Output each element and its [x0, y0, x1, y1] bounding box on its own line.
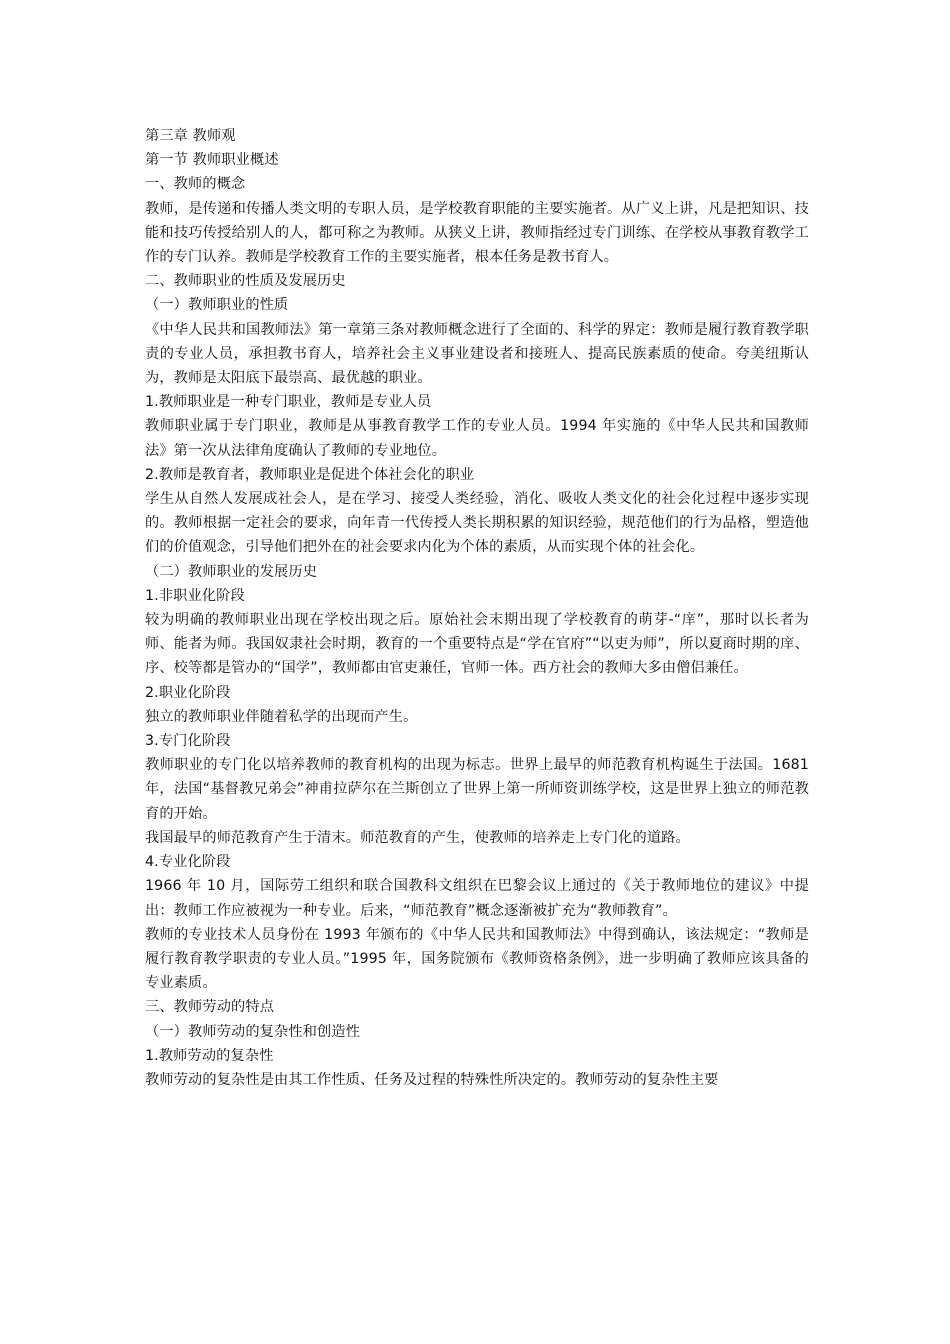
paragraph-1966-recommendation: 1966 年 10 月，国际劳工组织和联合国教科文组织在巴黎会议上通过的《关于教师地位的建议》中提出：教师工作应被视为一种专业。后来，“师范教育”概念逐渐被扩充为“教师教育”。 [145, 878, 809, 919]
item-specialization-stage: 3.专门化阶段 [145, 733, 231, 750]
paragraph-1993-law: 教师的专业技术人员身份在 1993 年颁布的《中华人民共和国教师法》中得到确认，该法规定：“教师是履行教育教学职责的专业人员。”1995 年，国务院颁布《教师资格条例》，进一步明确了教师应该具备的专业素质。 [145, 926, 809, 992]
chapter-title: 第三章 教师观 [145, 128, 236, 144]
heading-teacher-concept: 一、教师的概念 [145, 176, 246, 193]
subheading-history: （二）教师职业的发展历史 [145, 563, 318, 580]
section-title: 第一节 教师职业概述 [145, 152, 279, 169]
paragraph-professionalization-stage: 独立的教师职业伴随着私学的出现而产生。 [145, 708, 418, 725]
paragraph-china-normal-education: 我国最早的师范教育产生于清末。师范教育的产生，使教师的培养走上专门化的道路。 [145, 829, 690, 846]
heading-labor-characteristics: 三、教师劳动的特点 [145, 999, 275, 1016]
paragraph-complexity: 教师劳动的复杂性是由其工作性质、任务及过程的特殊性所决定的。教师劳动的复杂性主要 [145, 1071, 719, 1088]
subheading-complexity-creativity: （一）教师劳动的复杂性和创造性 [145, 1023, 361, 1040]
item-educator-socialization: 2.教师是教育者，教师职业是促进个体社会化的职业 [145, 466, 475, 483]
paragraph-teacher-definition: 教师，是传递和传播人类文明的专职人员，是学校教育职能的主要实施者。从广义上讲，凡是把知识、技能和技巧传授给别人的人，都可称之为教师。从狭义上讲，教师指经过专门训练、在学校从事教育教学工作的专门认养。教师是学校教育工作的主要实施者，根本任务是教书育人。 [145, 200, 809, 266]
document-page [145, 124, 809, 1092]
heading-nature-history: 二、教师职业的性质及发展历史 [145, 273, 346, 290]
subheading-nature: （一）教师职业的性质 [145, 297, 289, 314]
paragraph-professional-occupation: 教师职业属于专门职业，教师是从事教育教学工作的专业人员。1994 年实施的《中华人民共和国教师法》第一次从法律角度确认了教师的专业地位。 [145, 418, 809, 459]
item-non-professional-stage: 1.非职业化阶段 [145, 587, 245, 604]
item-professional-occupation: 1.教师职业是一种专门职业，教师是专业人员 [145, 394, 432, 411]
paragraph-teacher-law: 《中华人民共和国教师法》第一章第三条对教师概念进行了全面的、科学的界定：教师是履行教育教学职责的专业人员，承担教书育人，培养社会主义事业建设者和接班人、提高民族素质的使命。夸美纽斯认为，教师是太阳底下最崇高、最优越的职业。 [145, 321, 809, 387]
paragraph-non-professional-stage: 较为明确的教师职业出现在学校出现之后。原始社会末期出现了学校教育的萌芽-“庠”，那时以长者为师、能者为师。我国奴隶社会时期，教育的一个重要特点是“学在官府”“以吏为师”，所以夏商时期的庠、序、校等都是管办的“国学”，教师都由官吏兼任，官师一体。西方社会的教师大多由僧侣兼任。 [145, 612, 809, 677]
item-complexity: 1.教师劳动的复杂性 [145, 1047, 274, 1064]
item-profession-stage: 4.专业化阶段 [145, 854, 231, 871]
item-professionalization-stage: 2.职业化阶段 [145, 684, 231, 701]
paragraph-specialization-stage: 教师职业的专门化以培养教师的教育机构的出现为标志。世界上最早的师范教育机构诞生于法国。1681 年，法国“基督教兄弟会”神甫拉萨尔在兰斯创立了世界上第一所师资训练学校，这是世界上独立的师范教育的开始。 [145, 757, 809, 822]
paragraph-socialization: 学生从自然人发展成社会人，是在学习、接受人类经验，消化、吸收人类文化的社会化过程中逐步实现的。教师根据一定社会的要求，向年青一代传授人类长期积累的知识经验，规范他们的行为品格，塑造他们的价值观念，引导他们把外在的社会要求内化为个体的素质，从而实现个体的社会化。 [145, 491, 809, 556]
